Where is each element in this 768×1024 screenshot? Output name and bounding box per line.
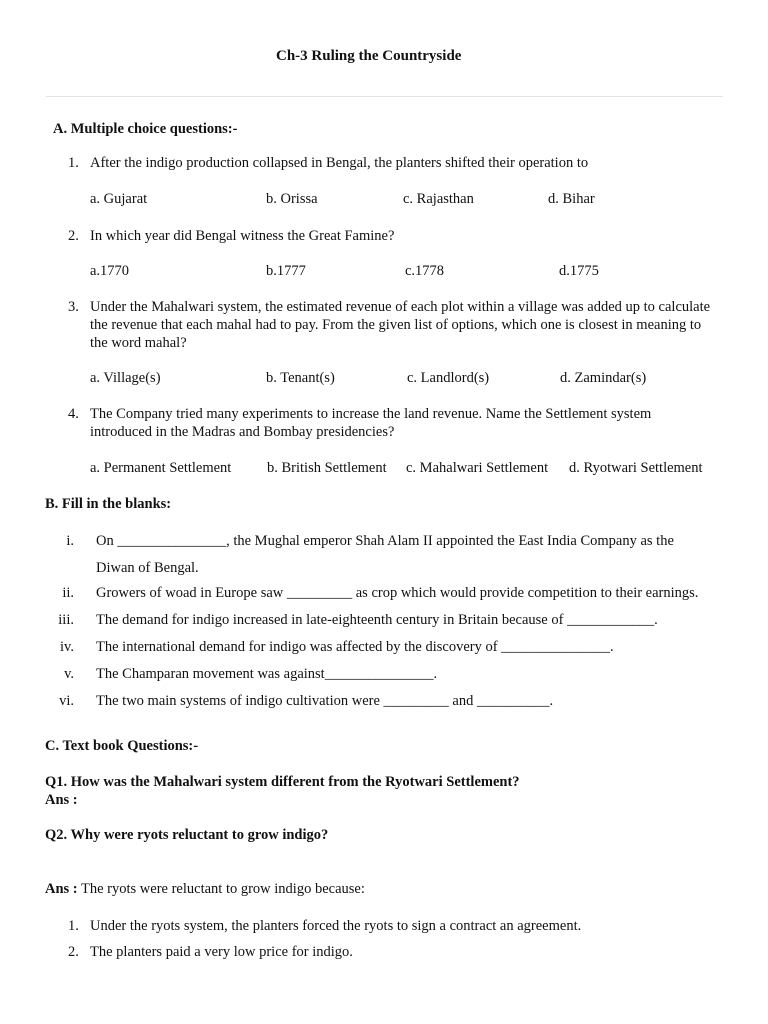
item-number: v.	[64, 666, 74, 682]
option: d. Bihar	[548, 191, 595, 207]
answer-text: The ryots were reluctant to grow indigo because:	[77, 881, 365, 897]
point-number: 1.	[68, 918, 79, 934]
option: c. Mahalwari Settlement	[406, 460, 549, 476]
option: c. Rajasthan	[403, 191, 474, 207]
question-number: 2.	[68, 228, 79, 244]
option: b.1777	[266, 263, 306, 279]
item-number: ii.	[62, 585, 74, 601]
item-number: i.	[66, 533, 74, 549]
page-title: Ch-3 Ruling the Countryside	[276, 48, 462, 64]
blank-item-continued: Diwan of Bengal.	[96, 560, 199, 576]
option: d. Ryotwari Settlement	[569, 460, 703, 476]
answer-line	[45, 880, 365, 898]
textbook-question: Q2. Why were ryots reluctant to grow indigo?	[45, 827, 329, 843]
blank-item: On _______________, the Mughal emperor Shah Alam II appointed the East India Company as the	[96, 533, 674, 549]
option: b. British Settlement	[267, 460, 387, 476]
question-text: After the indigo production collapsed in Bengal, the planters shifted their operation to	[90, 155, 589, 171]
question-text: In which year did Bengal witness the Great Famine?	[90, 228, 395, 244]
question-number: 4.	[68, 406, 79, 422]
section-b-heading: B. Fill in the blanks:	[45, 496, 172, 512]
option: a. Gujarat	[90, 191, 148, 207]
question-number: 1.	[68, 155, 79, 171]
item-number: vi.	[59, 693, 74, 709]
divider	[46, 96, 723, 97]
item-number: iv.	[60, 639, 74, 655]
option: d.1775	[559, 263, 599, 279]
point-number: 2.	[68, 944, 79, 960]
answer-point: The planters paid a very low price for indigo.	[90, 944, 353, 960]
option: c.1778	[405, 263, 445, 279]
answer-point: Under the ryots system, the planters forced the ryots to sign a contract an agreement.	[90, 918, 582, 934]
option: a. Permanent Settlement	[90, 460, 232, 476]
answer-label: Ans :	[45, 792, 78, 808]
blank-item: Growers of woad in Europe saw _________ as crop which would provide competition to their earnings.	[96, 585, 699, 601]
option: a. Village(s)	[90, 370, 161, 386]
question-text: Under the Mahalwari system, the estimated revenue of each plot within a village was added up to calculate the revenue that each mahal had to pay. From the given list of options, which one is closest in meaning to the word mahal?	[90, 299, 711, 351]
section-c-heading: C. Text book Questions:-	[45, 738, 199, 754]
blank-item: The demand for indigo increased in late-eighteenth century in Britain because of ____________.	[96, 612, 658, 628]
textbook-question: Q1. How was the Mahalwari system different from the Ryotwari Settlement?	[45, 774, 520, 790]
option: b. Tenant(s)	[266, 370, 335, 386]
option: b. Orissa	[266, 191, 318, 207]
item-number: iii.	[58, 612, 74, 628]
option: a.1770	[90, 263, 130, 279]
blank-item: The two main systems of indigo cultivation were _________ and __________.	[96, 693, 554, 709]
answer-label: Ans :	[45, 881, 78, 897]
option: c. Landlord(s)	[407, 370, 490, 386]
section-a-heading: A. Multiple choice questions:-	[53, 121, 238, 137]
blank-item: The international demand for indigo was affected by the discovery of _______________.	[96, 639, 614, 655]
option: d. Zamindar(s)	[560, 370, 647, 386]
question-text: The Company tried many experiments to increase the land revenue. Name the Settlement system introduced in the Madras and Bombay presidencies?	[90, 406, 652, 440]
blank-item: The Champaran movement was against_______________.	[96, 666, 438, 682]
question-number: 3.	[68, 299, 79, 315]
